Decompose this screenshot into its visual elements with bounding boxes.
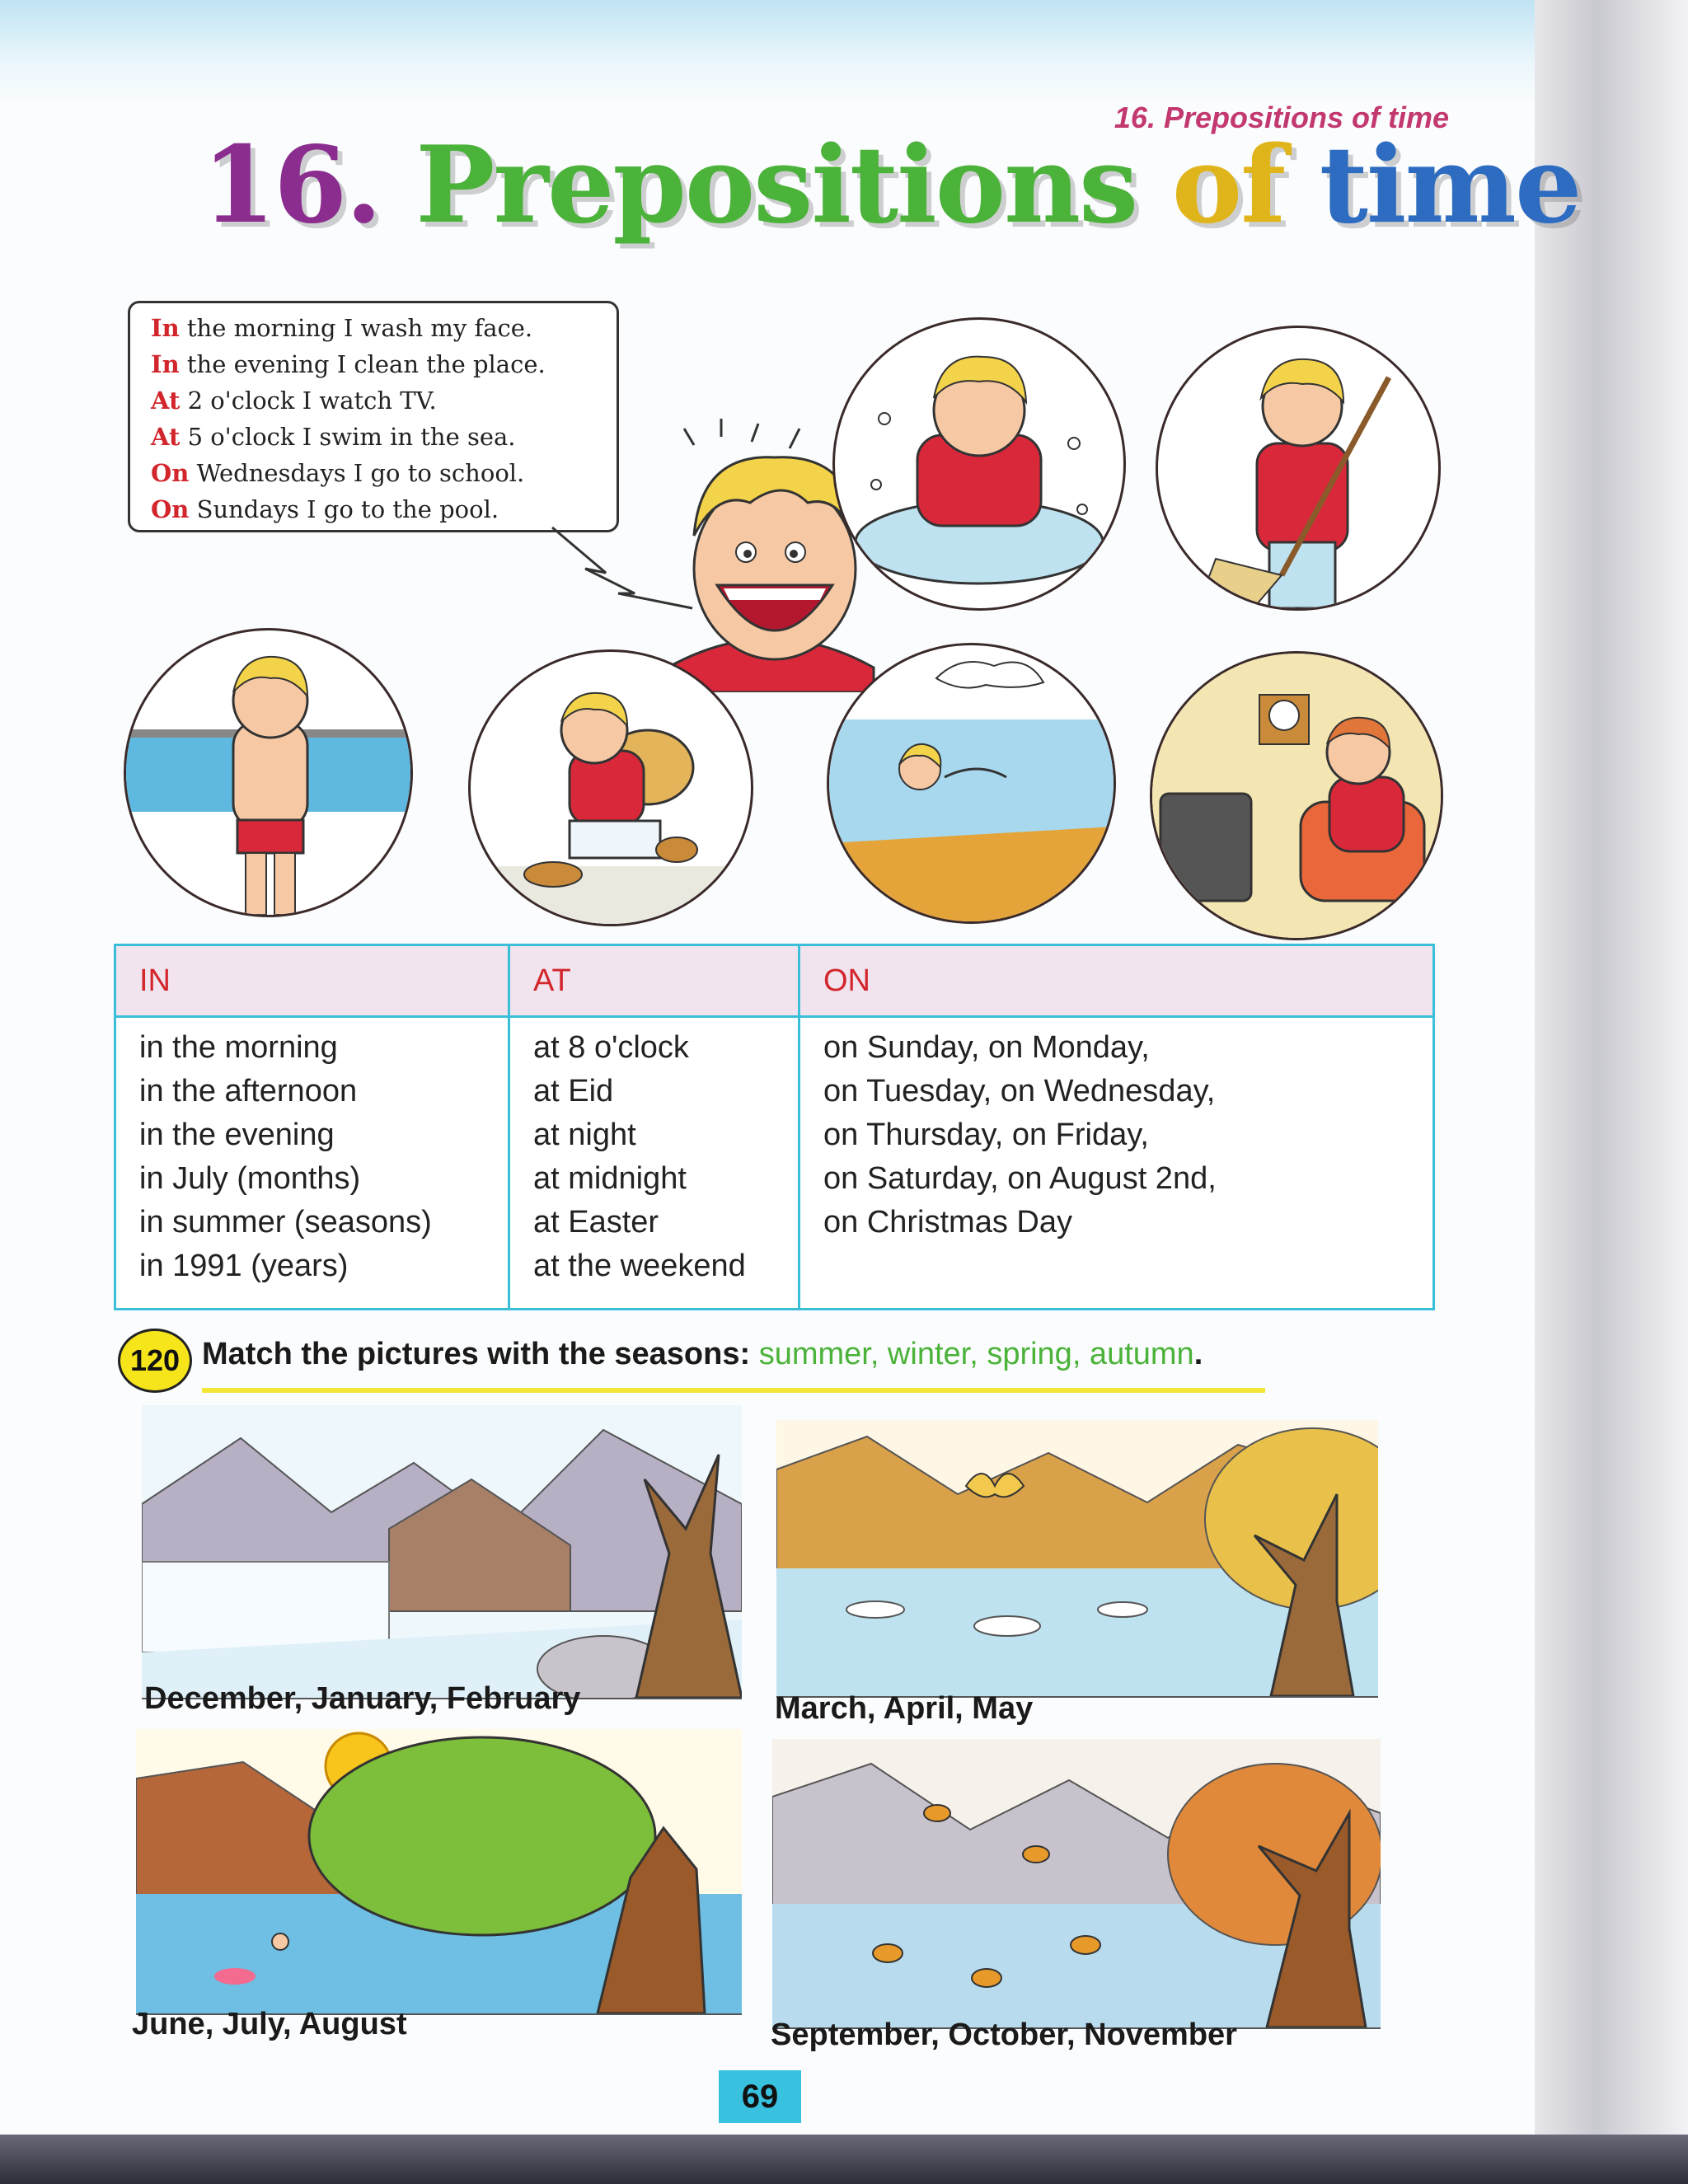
bubble-line-text: Sundays I go to the pool. bbox=[189, 495, 499, 523]
winter-caption: December, January, February bbox=[144, 1681, 581, 1716]
autumn-scene bbox=[772, 1739, 1381, 2029]
prepositions-table bbox=[114, 944, 1435, 1310]
sweeping-scene bbox=[1156, 326, 1441, 611]
title-word-of: of bbox=[1171, 124, 1285, 247]
at-example: at night bbox=[533, 1118, 636, 1152]
bubble-line bbox=[151, 310, 546, 346]
at-column bbox=[509, 1017, 799, 1310]
watching-tv-scene bbox=[1150, 651, 1443, 940]
exercise-number-badge: 120 bbox=[118, 1329, 192, 1393]
book-page-edge bbox=[1535, 0, 1688, 2184]
on-example: on Saturday, on August 2nd, bbox=[823, 1161, 1217, 1196]
title-word-prepositions: Prepositions bbox=[415, 124, 1137, 247]
header-on: ON bbox=[799, 945, 1434, 1017]
at-example: at 8 o'clock bbox=[533, 1030, 689, 1065]
bubble-line bbox=[151, 382, 546, 419]
bubble-line-text: the morning I wash my face. bbox=[179, 314, 533, 342]
in-example: in summer (seasons) bbox=[139, 1205, 432, 1240]
bubble-line-text: 2 o'clock I watch TV. bbox=[180, 387, 437, 415]
at-example: at Eid bbox=[533, 1074, 614, 1108]
at-example: at the weekend bbox=[533, 1249, 746, 1283]
autumn-caption: September, October, November bbox=[771, 2018, 1237, 2052]
on-example: on Christmas Day bbox=[823, 1205, 1072, 1240]
page-title bbox=[202, 124, 1580, 247]
page-top-tint bbox=[0, 0, 1688, 107]
bubble-preposition: On bbox=[151, 495, 190, 523]
spring-caption: March, April, May bbox=[775, 1691, 1034, 1726]
spring-scene bbox=[776, 1420, 1378, 1698]
bubble-preposition: At bbox=[151, 423, 181, 451]
season-words: summer, winter, spring, autumn bbox=[758, 1337, 1194, 1371]
winter-scene bbox=[142, 1405, 742, 1699]
instruction-text: Match the pictures with the seasons: bbox=[202, 1337, 759, 1371]
title-number: 16. bbox=[202, 124, 381, 247]
on-example: on Thursday, on Friday, bbox=[823, 1118, 1149, 1152]
bubble-line bbox=[151, 455, 546, 491]
on-column bbox=[799, 1017, 1434, 1310]
bubble-preposition: On bbox=[151, 459, 190, 487]
bubble-preposition: In bbox=[151, 314, 180, 342]
bubble-text bbox=[151, 310, 546, 527]
summer-scene bbox=[136, 1729, 742, 2015]
in-example: in the afternoon bbox=[139, 1074, 358, 1108]
pool-scene bbox=[124, 628, 413, 917]
in-example: in 1991 (years) bbox=[139, 1249, 349, 1283]
swimming-in-sea-scene bbox=[827, 643, 1116, 924]
bubble-line bbox=[151, 491, 546, 527]
bubble-line-text: the evening I clean the place. bbox=[179, 350, 546, 378]
washing-face-scene bbox=[832, 317, 1126, 611]
header-in: IN bbox=[115, 945, 509, 1017]
exercise-instruction bbox=[202, 1337, 1203, 1372]
bubble-line-text: 5 o'clock I swim in the sea. bbox=[180, 423, 516, 451]
bubble-line bbox=[151, 346, 546, 382]
in-example: in July (months) bbox=[139, 1161, 361, 1196]
bubble-line bbox=[151, 419, 546, 455]
on-example: on Sunday, on Monday, bbox=[823, 1030, 1150, 1065]
going-to-school-scene bbox=[468, 649, 753, 926]
summer-caption: June, July, August bbox=[132, 2007, 407, 2041]
instruction-period: . bbox=[1193, 1337, 1203, 1371]
running-head: 16. Prepositions of time bbox=[1114, 101, 1449, 134]
title-word-time: time bbox=[1319, 124, 1581, 247]
speech-bubble bbox=[128, 301, 619, 532]
in-column bbox=[115, 1017, 509, 1310]
at-example: at Easter bbox=[533, 1205, 659, 1240]
bubble-line-text: Wednesdays I go to school. bbox=[189, 459, 525, 487]
at-example: at midnight bbox=[533, 1161, 687, 1196]
instruction-underline bbox=[202, 1388, 1265, 1393]
bubble-preposition: In bbox=[151, 350, 180, 378]
in-example: in the evening bbox=[139, 1118, 335, 1152]
bubble-preposition: At bbox=[151, 387, 181, 415]
page-bottom-shadow bbox=[0, 2135, 1688, 2184]
page-number: 69 bbox=[719, 2070, 801, 2123]
in-example: in the morning bbox=[139, 1030, 338, 1065]
header-at: AT bbox=[509, 945, 799, 1017]
on-example: on Tuesday, on Wednesday, bbox=[823, 1074, 1216, 1108]
